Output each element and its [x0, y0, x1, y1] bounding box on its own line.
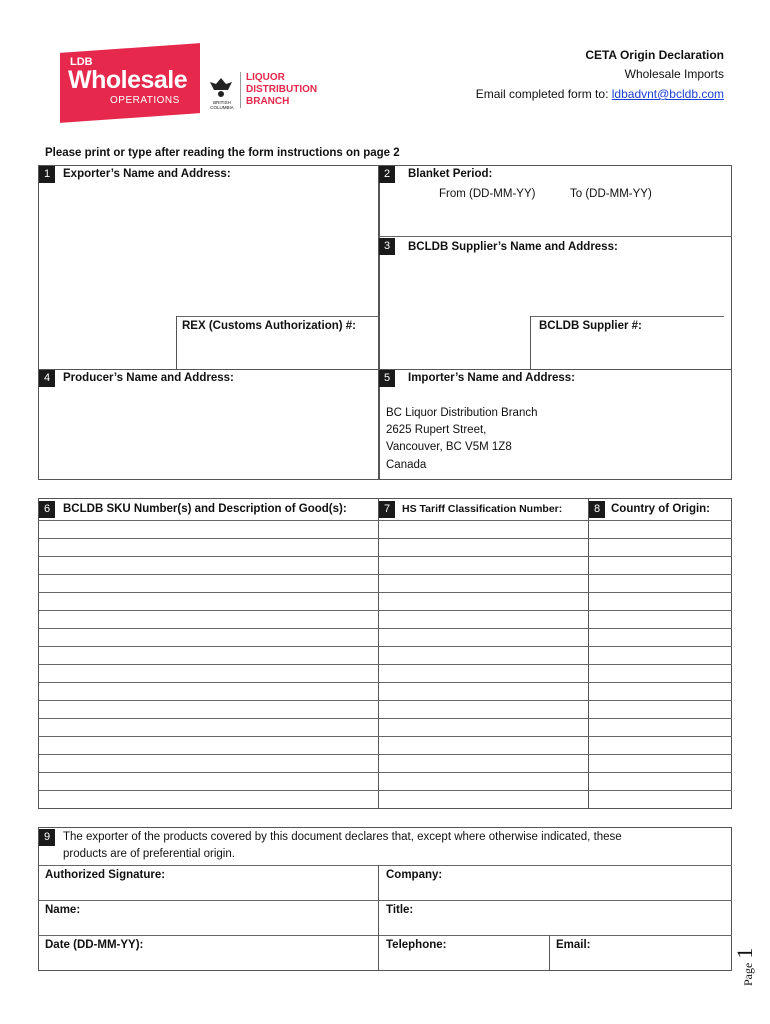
exporter-label: Exporter’s Name and Address:: [63, 168, 231, 180]
table-row: [38, 556, 732, 557]
page-num: 1: [732, 947, 757, 959]
bc-text: BRITISH COLUMBIA: [210, 100, 234, 110]
supplier-label: BCLDB Supplier’s Name and Address:: [408, 241, 618, 253]
rex-label: REX (Customs Authorization) #:: [182, 320, 356, 332]
bc-crest-icon: [208, 76, 234, 100]
table-row: [38, 754, 732, 755]
telephone-label[interactable]: Telephone:: [386, 939, 447, 951]
page-word: Page: [741, 962, 755, 986]
table-row: [38, 520, 732, 521]
importer-label: Importer’s Name and Address:: [408, 372, 576, 384]
sig-row-line-2: [38, 900, 732, 901]
table-row: [38, 610, 732, 611]
logo-wholesale: Wholesale: [68, 66, 188, 94]
goods-table: [38, 498, 732, 809]
hs-tariff-header: HS Tariff Classification Number:: [402, 503, 563, 515]
section-1-number: 1: [39, 166, 55, 183]
email-label[interactable]: Email:: [556, 939, 591, 951]
table-row: [38, 646, 732, 647]
table-row: [38, 772, 732, 773]
supplier-num-line: [530, 316, 724, 317]
exporter-box[interactable]: [38, 165, 380, 370]
section-4-number: 4: [39, 370, 55, 387]
section-6-number: 6: [39, 501, 55, 518]
authorized-signature-label[interactable]: Authorized Signature:: [45, 869, 166, 881]
sku-description-header: BCLDB SKU Number(s) and Description of Good(s):: [63, 503, 347, 515]
table-row: [38, 682, 732, 683]
company-label[interactable]: Company:: [386, 869, 443, 881]
importer-address-line-2: 2625 Rupert Street,: [386, 424, 487, 436]
sig-row-line-1: [38, 865, 732, 866]
goods-col-divider-1: [378, 498, 379, 809]
declaration-line-1: The exporter of the products covered by this document declares that, except where otherwise indicated, these: [63, 831, 622, 843]
logo-branch: BRANCH: [246, 96, 290, 107]
rex-line: [176, 316, 380, 317]
section-3-number: 3: [379, 238, 395, 255]
logo-liquor: LIQUOR: [246, 72, 285, 83]
table-row: [38, 664, 732, 665]
table-row: [38, 718, 732, 719]
email-prefix: Email completed form to:: [475, 87, 612, 101]
name-label[interactable]: Name:: [45, 904, 81, 916]
blanket-period-box[interactable]: [378, 165, 732, 370]
supplier-num-divider: [530, 316, 531, 370]
producer-label: Producer’s Name and Address:: [63, 372, 234, 384]
supplier-number-label: BCLDB Supplier #:: [539, 320, 642, 332]
country-origin-header: Country of Origin:: [611, 503, 711, 515]
producer-box[interactable]: [38, 369, 380, 480]
declaration-line-2: products are of preferential origin.: [63, 848, 235, 860]
blanket-period-label: Blanket Period:: [408, 168, 493, 180]
date-label[interactable]: Date (DD-MM-YY):: [45, 939, 144, 951]
table-row: [38, 700, 732, 701]
table-row: [38, 736, 732, 737]
email-link[interactable]: ldbadvnt@bcldb.com: [611, 87, 724, 101]
logo-operations: OPERATIONS: [110, 95, 180, 106]
from-date-label: From (DD-MM-YY): [439, 188, 536, 200]
section-7-number: 7: [379, 501, 395, 518]
table-row: [38, 538, 732, 539]
section-5-number: 5: [379, 370, 395, 387]
importer-address-line-1: BC Liquor Distribution Branch: [386, 407, 538, 419]
importer-address-line-4: Canada: [386, 459, 427, 471]
to-date-label: To (DD-MM-YY): [570, 188, 652, 200]
table-row: [38, 574, 732, 575]
logo-divider: [240, 72, 241, 108]
page-number: [732, 930, 766, 990]
logo-distribution: DISTRIBUTION: [246, 84, 318, 95]
rex-divider: [176, 316, 177, 370]
section-3-divider: [378, 236, 732, 237]
email-instruction: [476, 87, 724, 101]
title-label[interactable]: Title:: [386, 904, 414, 916]
table-row: [38, 628, 732, 629]
form-subtitle: Wholesale Imports: [624, 67, 724, 81]
form-title: CETA Origin Declaration: [585, 48, 724, 62]
sig-col-divider: [378, 865, 379, 971]
goods-col-divider-2: [588, 498, 589, 809]
section-2-number: 2: [379, 166, 395, 183]
logo-ldb: LDB: [70, 56, 93, 68]
table-row: [38, 790, 732, 791]
importer-address-line-3: Vancouver, BC V5M 1Z8: [386, 441, 512, 453]
instructions: Please print or type after reading the form instructions on page 2: [45, 147, 400, 159]
section-8-number: 8: [589, 501, 605, 518]
section-9-number: 9: [39, 829, 55, 846]
table-row: [38, 592, 732, 593]
sig-row-line-3: [38, 935, 732, 936]
sig-email-divider: [549, 935, 550, 971]
